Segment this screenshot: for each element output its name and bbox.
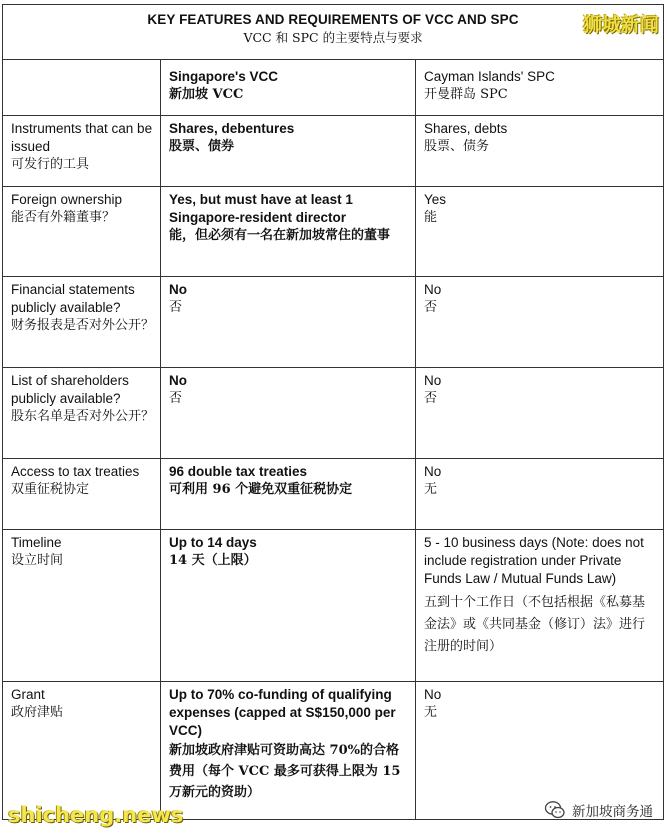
vcc-value-zh: 股票、债券 xyxy=(169,139,235,154)
brand-bottom-right xyxy=(544,799,653,821)
table-row xyxy=(3,530,664,682)
row-label-zh: 政府津贴 xyxy=(11,705,64,720)
spc-value-zh: 股票、债务 xyxy=(424,139,490,154)
row-label-cell xyxy=(3,368,161,459)
vcc-value-cell xyxy=(161,459,416,530)
spc-value-en: No xyxy=(424,687,442,702)
row-label-en: Financial statements publicly available? xyxy=(11,282,135,315)
header-vcc-zh: 新加坡 VCC xyxy=(169,87,244,102)
row-label-cell xyxy=(3,187,161,277)
table-row xyxy=(3,277,664,368)
vcc-value-zh: 否 xyxy=(169,391,183,406)
spc-value-cell xyxy=(416,368,664,459)
row-label-cell xyxy=(3,459,161,530)
watermark-bottom-left: shicheng.news xyxy=(8,803,184,827)
row-label-cell xyxy=(3,277,161,368)
header-empty-cell xyxy=(3,60,161,116)
row-label-en: Grant xyxy=(11,687,45,702)
row-label-cell xyxy=(3,116,161,187)
table-row xyxy=(3,116,664,187)
header-spc-en: Cayman Islands' SPC xyxy=(424,69,555,84)
spc-value-en: No xyxy=(424,373,442,388)
vcc-value-cell xyxy=(161,277,416,368)
row-label-zh: 设立时间 xyxy=(11,553,64,568)
vcc-value-zh: 14 天（上限） xyxy=(169,553,257,568)
row-label-zh: 可发行的工具 xyxy=(11,157,90,172)
row-label-cell xyxy=(3,682,161,820)
vcc-value-cell xyxy=(161,187,416,277)
vcc-value-en: No xyxy=(169,373,187,388)
row-label-en: Foreign ownership xyxy=(11,192,123,207)
table-title-row xyxy=(3,5,664,60)
table-title-zh: VCC 和 SPC 的主要特点与要求 xyxy=(243,30,423,45)
comparison-table xyxy=(2,4,664,820)
vcc-value-cell xyxy=(161,368,416,459)
spc-value-en: Yes xyxy=(424,192,447,207)
spc-value-cell xyxy=(416,187,664,277)
watermark-top-right: 狮城新闻 xyxy=(582,14,659,36)
row-label-zh: 股东名单是否对外公开？ xyxy=(11,409,155,424)
row-label-cell xyxy=(3,530,161,682)
table-row xyxy=(3,368,664,459)
brand-bottom-right-text: 新加坡商务通 xyxy=(572,804,653,820)
vcc-value-zh: 能，但必须有一名在新加坡常住的董事 xyxy=(169,228,391,243)
vcc-value-en: Up to 14 days xyxy=(169,535,257,550)
header-vcc-cell xyxy=(161,60,416,116)
vcc-value-en: Shares, debentures xyxy=(169,121,295,136)
row-label-en: Timeline xyxy=(11,535,62,550)
vcc-value-en: Up to 70% co-funding of qualifying expenses (capped at S$150,000 per VCC) xyxy=(169,687,396,738)
vcc-value-zh: 可利用 96 个避免双重征税协定 xyxy=(169,482,353,497)
row-label-en: Instruments that can be issued xyxy=(11,121,153,154)
vcc-value-en: No xyxy=(169,282,187,297)
vcc-value-cell xyxy=(161,116,416,187)
column-header-row xyxy=(3,60,664,116)
spc-value-en: No xyxy=(424,464,442,479)
row-label-en: List of shareholders publicly available? xyxy=(11,373,129,406)
row-label-en: Access to tax treaties xyxy=(11,464,140,479)
vcc-value-en: 96 double tax treaties xyxy=(169,464,308,479)
header-vcc-en: Singapore's VCC xyxy=(169,69,278,84)
spc-value-en: 5 - 10 business days (Note: does not include registration under Private Funds Law / Mutual Funds Law) xyxy=(424,535,644,586)
spc-value-cell xyxy=(416,530,664,682)
row-label-zh: 能否有外籍董事？ xyxy=(11,210,116,225)
header-spc-cell xyxy=(416,60,664,116)
table-title-en: KEY FEATURES AND REQUIREMENTS OF VCC AND SPC xyxy=(147,12,519,27)
row-label-zh: 双重征税协定 xyxy=(11,482,90,497)
spc-value-zh: 能 xyxy=(424,210,438,225)
spc-value-cell xyxy=(416,277,664,368)
spc-value-zh: 否 xyxy=(424,300,438,315)
vcc-value-en: Yes, but must have at least 1 Singapore-resident director xyxy=(169,192,353,225)
spc-value-zh: 否 xyxy=(424,391,438,406)
spc-value-en: No xyxy=(424,282,442,297)
vcc-value-zh: 新加坡政府津贴可资助高达 70%的合格费用（每个 VCC 最多可获得上限为 15 万新元的资助） xyxy=(169,743,401,800)
vcc-value-cell xyxy=(161,682,416,820)
row-label-zh: 财务报表是否对外公开？ xyxy=(11,318,155,333)
spc-value-zh: 五到十个工作日（不包括根据《私募基金法》或《共同基金（修订）法》进行注册的时间） xyxy=(424,595,646,654)
spc-value-cell xyxy=(416,116,664,187)
vcc-value-zh: 否 xyxy=(169,300,183,315)
table-row xyxy=(3,459,664,530)
vcc-value-cell xyxy=(161,530,416,682)
wechat-icon xyxy=(544,799,566,821)
spc-value-en: Shares, debts xyxy=(424,121,508,136)
header-spc-zh: 开曼群岛 SPC xyxy=(424,87,508,102)
spc-value-cell xyxy=(416,459,664,530)
spc-value-zh: 无 xyxy=(424,482,438,497)
table-title-cell xyxy=(3,5,664,60)
table-row xyxy=(3,187,664,277)
spc-value-zh: 无 xyxy=(424,705,438,720)
